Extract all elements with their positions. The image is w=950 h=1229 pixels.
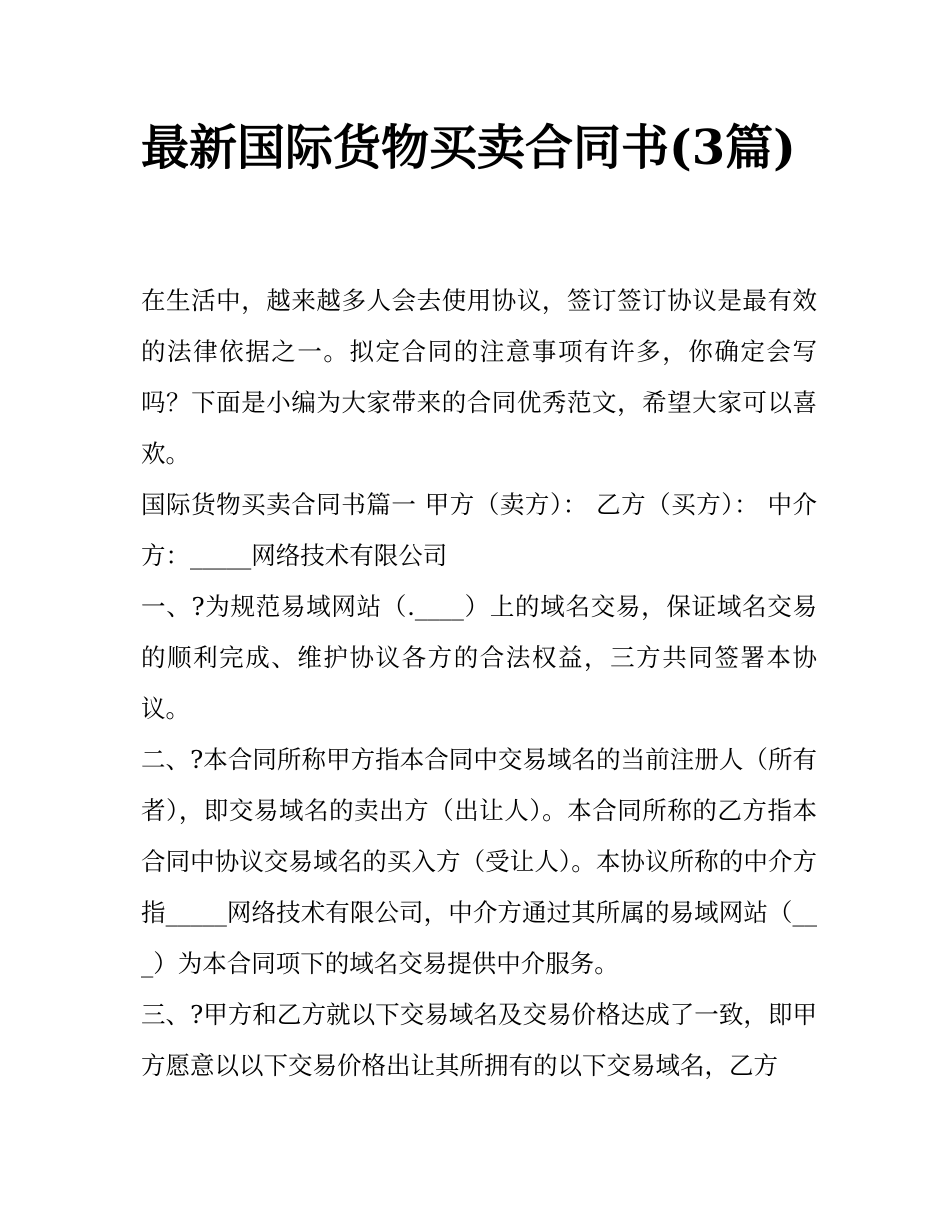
document-title: 最新国际货物买卖合同书(3篇) <box>141 120 796 176</box>
intro-paragraph: 在生活中，越来越多人会去使用协议，签订签订协议是最有效的法律依据之一。拟定合同的注意事项有许多，你确定会写吗？下面是小编为大家带来的合同优秀范文，希望大家可以喜欢。 <box>141 286 817 468</box>
clause-1-paragraph: 一、?为规范易域网站（.____）上的域名交易，保证域名交易的顺利完成、维护协议各方的合法权益，三方共同签署本协议。 <box>141 592 817 723</box>
parties-paragraph: 国际货物买卖合同书篇一 甲方（卖方）： 乙方（买方）： 中介方：_____网络技术有限公司 <box>141 490 817 570</box>
clause-3-paragraph: 三、?甲方和乙方就以下交易域名及交易价格达成了一致，即甲方愿意以以下交易价格出让其所拥有的以下交易域名，乙方 <box>141 1000 817 1080</box>
document-body <box>141 275 817 1091</box>
clause-2-paragraph: 二、?本合同所称甲方指本合同中交易域名的当前注册人（所有者），即交易域名的卖出方（出让人）。本合同所称的乙方指本合同中协议交易域名的买入方（受让人）。本协议所称的中介方指_____网络技术有限公司，中介方通过其所属的易域网站（___）为本合同项下的域名交易提供中介服务。 <box>141 745 817 978</box>
